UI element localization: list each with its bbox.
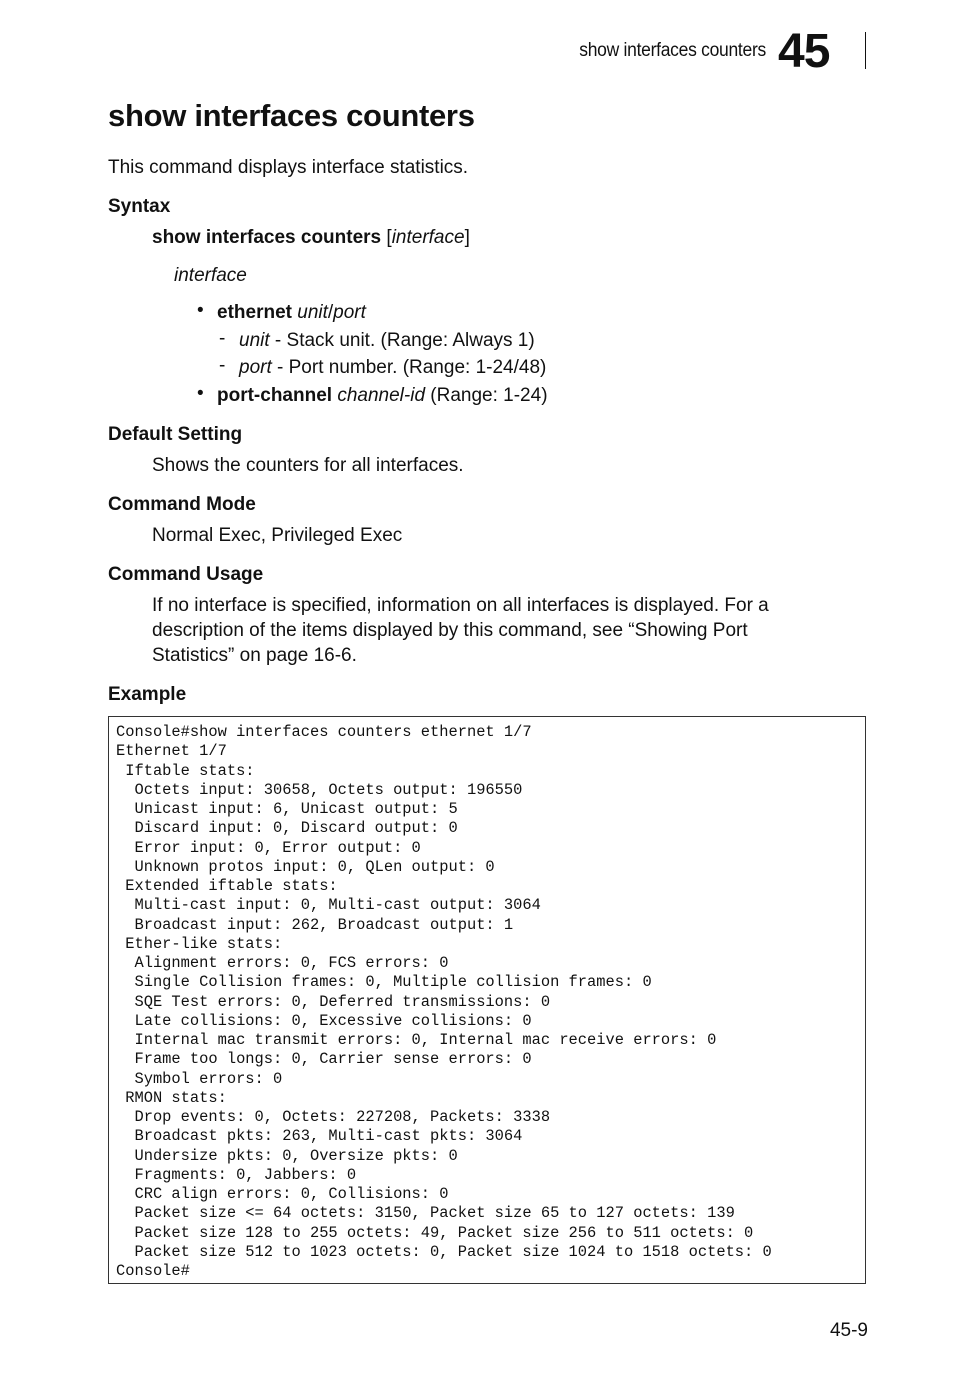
- chapter-number: 45: [778, 25, 830, 78]
- arg-unit: unit: [297, 302, 328, 323]
- arg-separator: /: [327, 302, 334, 323]
- syntax-command: show interfaces counters: [152, 227, 382, 248]
- default-setting-text: Shows the counters for all interfaces.: [152, 455, 464, 476]
- syntax-open-bracket: [: [381, 227, 392, 248]
- subitem-port: [239, 355, 546, 380]
- subitem-unit-desc: - Stack unit. (Range: Always 1): [269, 330, 535, 351]
- default-setting-heading: Default Setting: [108, 424, 243, 445]
- dash-marker: -: [219, 328, 226, 349]
- intro-text: This command displays interface statistics.: [108, 157, 469, 178]
- syntax-line: [152, 225, 470, 250]
- list-item-port-channel: [217, 383, 548, 408]
- list-item-ethernet: [217, 300, 366, 325]
- command-mode-heading: Command Mode: [108, 494, 256, 515]
- command-usage-line: If no interface is specified, information on all interfaces is displayed. For a: [152, 595, 769, 616]
- keyword-port-channel: port-channel: [217, 385, 333, 406]
- code-example-box: [108, 716, 866, 1284]
- param-name-text: interface: [174, 265, 247, 286]
- code-example: Console#show interfaces counters ethernet 1/7 Ethernet 1/7 Iftable stats: Octets input: 30658, Octets output: 196550 Unicast input: 6, Unicast output: 5 Discard input: 0, Discard output: 0 Error input: 0, Error output: 0 Unknown protos input: 0, QLen output: 0 Extended iftable stats: Multi-cast input: 0, Multi-cast output: 3064 Broadcast input: 262, Broadcast output: 1 Ether-like stats: Alignment errors: 0, FCS errors: 0 Single Collision frames: 0, Multiple collision frames: 0 SQE Test errors: 0, Deferred transmissions: 0 Late collisions: 0, Excessive collisions: 0 Internal mac transmit errors: 0, Internal mac receive errors: 0 Frame too longs: 0, Carrier sense errors: 0 Symbol errors: 0 RMON stats: Drop events: 0, Octets: 227208, Packets: 3338 Broadcast pkts: 263, Multi-cast pkts: 3064 Undersize pkts: 0, Oversize pkts: 0 Fragments: 0, Jabbers: 0 CRC align errors: 0, Collisions: 0 Packet size <= 64 octets: 3150, Packet size 65 to 127 octets: 139 Packet size 128 to 255 octets: 49, Packet size 256 to 511 octets: 0 Packet size 512 to 1023 octets: 0, Packet size 1024 to 1518 octets: 0 Console#: [116, 723, 772, 1280]
- arg-port: port: [333, 302, 366, 323]
- bullet-marker: •: [197, 383, 204, 404]
- example-heading: Example: [108, 684, 187, 705]
- subitem-port-name: port: [239, 357, 272, 378]
- command-mode-text: Normal Exec, Privileged Exec: [152, 525, 403, 546]
- command-usage-line: Statistics” on page 16-6.: [152, 645, 357, 666]
- arg-channel-id: channel-id: [337, 385, 426, 406]
- subitem-unit-name: unit: [239, 330, 270, 351]
- running-header-title: show interfaces counters: [579, 40, 766, 61]
- keyword-ethernet: ethernet: [217, 302, 292, 323]
- command-usage-line: description of the items displayed by this command, see “Showing Port: [152, 620, 748, 641]
- command-usage-heading: Command Usage: [108, 564, 264, 585]
- dash-marker: -: [219, 355, 226, 376]
- syntax-close-bracket: ]: [464, 227, 470, 248]
- page-title: show interfaces counters: [108, 98, 475, 133]
- syntax-heading: Syntax: [108, 196, 171, 217]
- bullet-marker: •: [197, 300, 204, 321]
- subitem-unit: [239, 328, 535, 353]
- syntax-param: interface: [391, 227, 465, 248]
- header-divider: [865, 32, 866, 69]
- page-number: 45-9: [829, 1320, 868, 1341]
- subitem-port-desc: - Port number. (Range: 1-24/48): [271, 357, 547, 378]
- param-name: [174, 263, 247, 288]
- channel-range: (Range: 1-24): [425, 385, 548, 406]
